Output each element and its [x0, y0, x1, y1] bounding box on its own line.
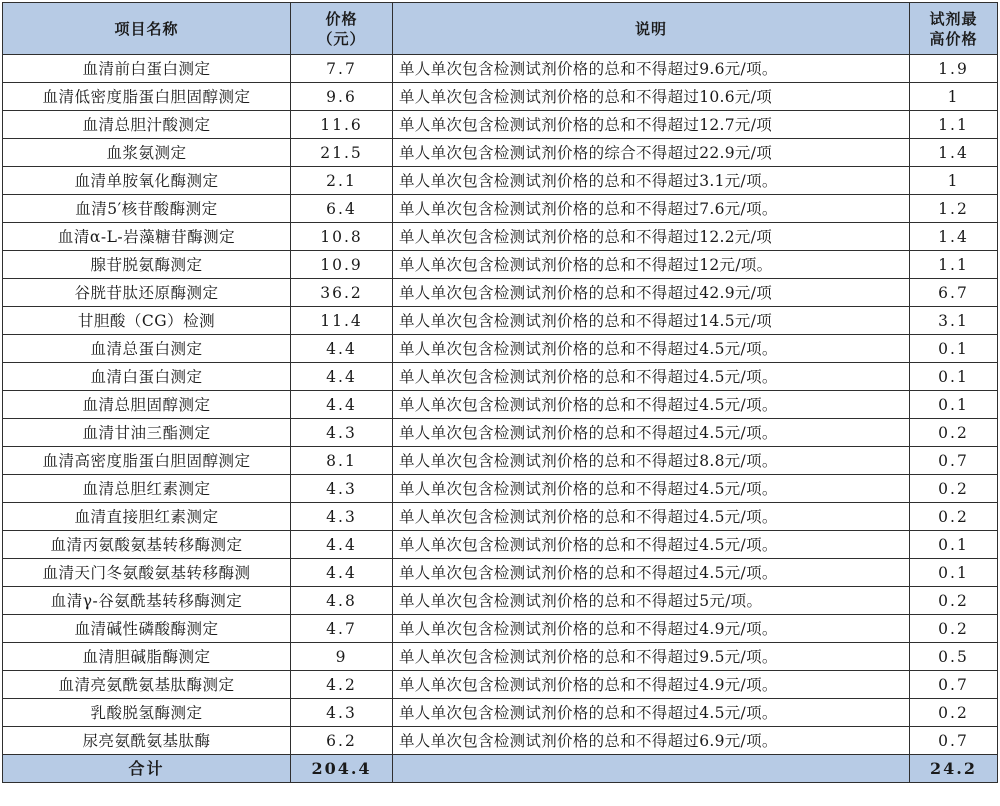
cell-price: 4.8: [291, 587, 393, 615]
cell-item-name: 血清前白蛋白测定: [3, 55, 291, 83]
cell-item-name: 血清胆碱脂酶测定: [3, 643, 291, 671]
cell-item-name: 血清丙氨酸氨基转移酶测定: [3, 531, 291, 559]
table-row: [3, 167, 998, 195]
table-body: [3, 55, 998, 755]
table-row: [3, 195, 998, 223]
table-header: [3, 3, 998, 55]
cell-reagent-max-price: 1.1: [910, 111, 998, 139]
cell-note: 单人单次包含检测试剂价格的总和不得超过12.2元/项: [393, 223, 910, 251]
table-row: [3, 419, 998, 447]
cell-reagent-max-price: 0.1: [910, 335, 998, 363]
cell-item-name: 血清直接胆红素测定: [3, 503, 291, 531]
table-row: [3, 251, 998, 279]
cell-reagent-max-price: 0.2: [910, 419, 998, 447]
cell-price: 4.7: [291, 615, 393, 643]
table-row: [3, 111, 998, 139]
cell-reagent-max-price: 1: [910, 83, 998, 111]
table-row: [3, 671, 998, 699]
cell-price: 21.5: [291, 139, 393, 167]
cell-reagent-max-price: 0.1: [910, 531, 998, 559]
total-row: [3, 755, 998, 783]
header-note-label: 说明: [634, 19, 667, 38]
table-row: [3, 727, 998, 755]
cell-reagent-max-price: 6.7: [910, 279, 998, 307]
total-reagent-max: 24.2: [910, 755, 998, 783]
header-price-line1: 价格: [325, 9, 358, 28]
cell-item-name: 血浆氨测定: [3, 139, 291, 167]
cell-price: 4.4: [291, 363, 393, 391]
cell-price: 11.4: [291, 307, 393, 335]
table-row: [3, 587, 998, 615]
cell-reagent-max-price: 0.2: [910, 587, 998, 615]
cell-item-name: 血清γ-谷氨酰基转移酶测定: [3, 587, 291, 615]
total-price: 204.4: [291, 755, 393, 783]
cell-item-name: 谷胱苷肽还原酶测定: [3, 279, 291, 307]
table-row: [3, 307, 998, 335]
table-row: [3, 615, 998, 643]
cell-reagent-max-price: 0.2: [910, 475, 998, 503]
cell-price: 10.9: [291, 251, 393, 279]
table-row: [3, 279, 998, 307]
cell-price: 8.1: [291, 447, 393, 475]
header-price: [291, 3, 393, 55]
cell-item-name: 血清单胺氧化酶测定: [3, 167, 291, 195]
cell-price: 4.3: [291, 699, 393, 727]
cell-item-name: 血清天门冬氨酸氨基转移酶测: [3, 559, 291, 587]
cell-note: 单人单次包含检测试剂价格的总和不得超过10.6元/项: [393, 83, 910, 111]
cell-note: 单人单次包含检测试剂价格的总和不得超过9.6元/项。: [393, 55, 910, 83]
cell-reagent-max-price: 0.2: [910, 615, 998, 643]
table-row: [3, 223, 998, 251]
table-row: [3, 699, 998, 727]
cell-price: 6.4: [291, 195, 393, 223]
cell-reagent-max-price: 0.2: [910, 699, 998, 727]
cell-reagent-max-price: 1.4: [910, 223, 998, 251]
table-row: [3, 335, 998, 363]
cell-reagent-max-price: 3.1: [910, 307, 998, 335]
cell-reagent-max-price: 0.2: [910, 503, 998, 531]
cell-note: 单人单次包含检测试剂价格的总和不得超过4.5元/项。: [393, 335, 910, 363]
header-price-line2: （元）: [317, 29, 366, 48]
header-row: [3, 3, 998, 55]
header-reagent-max-price: [910, 3, 998, 55]
cell-note: 单人单次包含检测试剂价格的总和不得超过12元/项。: [393, 251, 910, 279]
cell-item-name: 血清白蛋白测定: [3, 363, 291, 391]
cell-note: 单人单次包含检测试剂价格的总和不得超过4.9元/项。: [393, 671, 910, 699]
cell-price: 6.2: [291, 727, 393, 755]
cell-reagent-max-price: 1.4: [910, 139, 998, 167]
price-table: [2, 2, 998, 783]
cell-reagent-max-price: 0.1: [910, 559, 998, 587]
cell-note: 单人单次包含检测试剂价格的总和不得超过8.8元/项。: [393, 447, 910, 475]
cell-reagent-max-price: 0.1: [910, 363, 998, 391]
cell-price: 7.7: [291, 55, 393, 83]
cell-item-name: 甘胆酸（CG）检测: [3, 307, 291, 335]
cell-reagent-max-price: 1: [910, 167, 998, 195]
cell-reagent-max-price: 0.1: [910, 391, 998, 419]
table-row: [3, 363, 998, 391]
table-row: [3, 475, 998, 503]
table-row: [3, 139, 998, 167]
cell-price: 4.4: [291, 391, 393, 419]
cell-price: 4.3: [291, 475, 393, 503]
cell-price: 9.6: [291, 83, 393, 111]
cell-price: 4.4: [291, 335, 393, 363]
cell-note: 单人单次包含检测试剂价格的总和不得超过4.5元/项。: [393, 363, 910, 391]
cell-item-name: 血清碱性磷酸酶测定: [3, 615, 291, 643]
cell-item-name: 血清甘油三酯测定: [3, 419, 291, 447]
table-row: [3, 447, 998, 475]
header-max-line1: 试剂最: [929, 9, 978, 28]
cell-note: 单人单次包含检测试剂价格的总和不得超过6.9元/项。: [393, 727, 910, 755]
cell-item-name: 血清总胆固醇测定: [3, 391, 291, 419]
cell-note: 单人单次包含检测试剂价格的总和不得超过12.7元/项: [393, 111, 910, 139]
cell-price: 4.2: [291, 671, 393, 699]
cell-note: 单人单次包含检测试剂价格的总和不得超过14.5元/项: [393, 307, 910, 335]
cell-note: 单人单次包含检测试剂价格的总和不得超过4.5元/项。: [393, 391, 910, 419]
cell-item-name: 血清低密度脂蛋白胆固醇测定: [3, 83, 291, 111]
cell-price: 10.8: [291, 223, 393, 251]
cell-reagent-max-price: 0.5: [910, 643, 998, 671]
cell-note: 单人单次包含检测试剂价格的总和不得超过42.9元/项: [393, 279, 910, 307]
cell-price: 2.1: [291, 167, 393, 195]
cell-price: 4.3: [291, 503, 393, 531]
cell-note: 单人单次包含检测试剂价格的总和不得超过7.6元/项。: [393, 195, 910, 223]
table-footer: [3, 755, 998, 783]
cell-item-name: 乳酸脱氢酶测定: [3, 699, 291, 727]
cell-note: 单人单次包含检测试剂价格的总和不得超过4.5元/项。: [393, 699, 910, 727]
cell-reagent-max-price: 0.7: [910, 671, 998, 699]
header-item-name: [3, 3, 291, 55]
table-row: [3, 503, 998, 531]
table-row: [3, 83, 998, 111]
cell-price: 11.6: [291, 111, 393, 139]
total-note: [393, 755, 910, 783]
cell-note: 单人单次包含检测试剂价格的总和不得超过9.5元/项。: [393, 643, 910, 671]
cell-price: 4.3: [291, 419, 393, 447]
cell-note: 单人单次包含检测试剂价格的总和不得超过5元/项。: [393, 587, 910, 615]
cell-note: 单人单次包含检测试剂价格的总和不得超过4.5元/项。: [393, 419, 910, 447]
table-row: [3, 55, 998, 83]
table-row: [3, 643, 998, 671]
cell-note: 单人单次包含检测试剂价格的总和不得超过4.5元/项。: [393, 559, 910, 587]
cell-reagent-max-price: 0.7: [910, 447, 998, 475]
table-row: [3, 391, 998, 419]
cell-note: 单人单次包含检测试剂价格的总和不得超过4.5元/项。: [393, 475, 910, 503]
cell-item-name: 血清α-L-岩藻糖苷酶测定: [3, 223, 291, 251]
header-note: [393, 3, 910, 55]
cell-item-name: 腺苷脱氨酶测定: [3, 251, 291, 279]
header-name-label: 项目名称: [114, 19, 179, 38]
cell-item-name: 血清高密度脂蛋白胆固醇测定: [3, 447, 291, 475]
cell-item-name: 血清亮氨酰氨基肽酶测定: [3, 671, 291, 699]
cell-reagent-max-price: 1.9: [910, 55, 998, 83]
table-row: [3, 559, 998, 587]
cell-note: 单人单次包含检测试剂价格的总和不得超过4.5元/项。: [393, 531, 910, 559]
cell-note: 单人单次包含检测试剂价格的总和不得超过4.5元/项。: [393, 503, 910, 531]
cell-price: 4.4: [291, 531, 393, 559]
table-row: [3, 531, 998, 559]
header-max-line2: 高价格: [929, 29, 978, 48]
cell-item-name: 血清总蛋白测定: [3, 335, 291, 363]
cell-reagent-max-price: 0.7: [910, 727, 998, 755]
cell-item-name: 尿亮氨酰氨基肽酶: [3, 727, 291, 755]
cell-reagent-max-price: 1.1: [910, 251, 998, 279]
total-label: 合计: [3, 755, 291, 783]
cell-note: 单人单次包含检测试剂价格的总和不得超过3.1元/项。: [393, 167, 910, 195]
cell-price: 36.2: [291, 279, 393, 307]
cell-item-name: 血清总胆红素测定: [3, 475, 291, 503]
cell-item-name: 血清总胆汁酸测定: [3, 111, 291, 139]
cell-price: 4.4: [291, 559, 393, 587]
cell-note: 单人单次包含检测试剂价格的综合不得超过22.9元/项: [393, 139, 910, 167]
cell-price: 9: [291, 643, 393, 671]
cell-reagent-max-price: 1.2: [910, 195, 998, 223]
cell-note: 单人单次包含检测试剂价格的总和不得超过4.9元/项。: [393, 615, 910, 643]
cell-item-name: 血清5′核苷酸酶测定: [3, 195, 291, 223]
